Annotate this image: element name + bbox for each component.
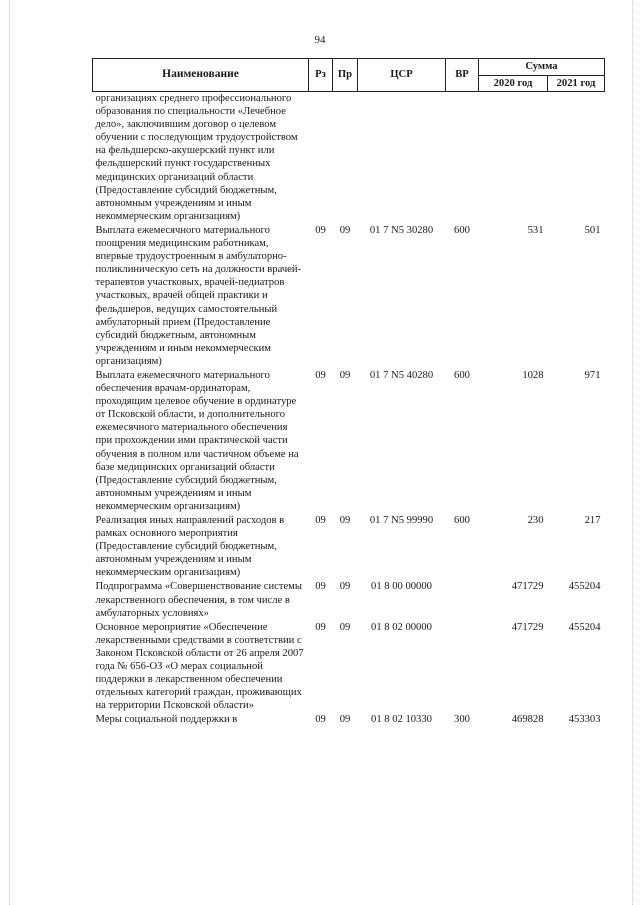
header-name: Наименование xyxy=(93,59,309,92)
row-name: Реализация иных направлений расходов в рамках основного мероприятия (Предоставление субсидий бюджетным, автономным учреждениям и иным некоммерческим организациям) xyxy=(95,515,285,579)
row-sum-2021: 455204 xyxy=(568,581,601,593)
row-pr: 09 xyxy=(339,515,351,526)
row-vr xyxy=(446,92,479,224)
row-sum-2020: 230 xyxy=(527,515,544,526)
row-pr: 09 xyxy=(339,621,351,633)
row-name: Меры социальной поддержки в xyxy=(95,714,238,726)
row-sum-2021: 971 xyxy=(584,369,601,381)
row-pr xyxy=(333,92,358,224)
row-name: Подпрограмма «Совершенствование системы лекарственного обеспечения, в том числе в амбулаторных условиях» xyxy=(95,581,302,619)
row-sum-2021: 453303 xyxy=(568,714,601,726)
row-vr xyxy=(446,580,479,620)
row-rz: 09 xyxy=(315,224,326,236)
table-row xyxy=(93,224,605,369)
row-pr: 09 xyxy=(339,714,351,726)
row-vr: 600 xyxy=(454,224,470,236)
header-vr: ВР xyxy=(446,59,479,92)
row-csr: 01 7 N5 40280 xyxy=(369,369,434,381)
table-row xyxy=(93,580,605,620)
row-sum-2021: 217 xyxy=(584,515,601,526)
row-csr: 01 7 N5 99990 xyxy=(369,515,434,526)
row-csr xyxy=(358,92,446,224)
row-csr: 01 8 02 10330 xyxy=(371,714,432,726)
row-sum-2021: 501 xyxy=(584,224,601,236)
header-pr: Пр xyxy=(333,59,358,92)
row-rz: 09 xyxy=(315,621,326,633)
row-name: Выплата ежемесячного материального поощрения медицинским работникам, впервые трудоустроенным в амбулаторно-поликлиническую сеть на должности врачей-терапевтов участковых, врачей-педиатров участковых, врачей общей практики и фельдшеров, ведущих самостоятельный амбулаторный прием (Предоставление субсидий бюджетным, автономным учреждениям и иным некоммерческим организациям) xyxy=(95,224,302,367)
row-rz: 09 xyxy=(315,714,326,726)
row-sum-2021: 455204 xyxy=(568,621,601,633)
table-row xyxy=(93,713,605,727)
row-sum-2020: 1028 xyxy=(522,369,544,381)
row-csr: 01 8 00 00000 xyxy=(371,581,432,593)
scan-left-edge xyxy=(9,0,10,905)
table-row xyxy=(93,621,605,714)
row-sum-2020: 469828 xyxy=(511,714,544,726)
row-name: Выплата ежемесячного материального обеспечения врачам-ординаторам, проходящим целевое обучение в ординатуре от Псковской области, и дополнительного ежемесячного материального обеспечения при прохождении ими практической части обучения в полном или частичном объеме на базе медицинских организаций области (Предоставление субсидий бюджетным, автономным учреждениям и иным некоммерческим организациям) xyxy=(95,369,299,512)
row-pr: 09 xyxy=(339,224,351,236)
page-number: 94 xyxy=(314,34,326,46)
header-year-2021: 2021 год xyxy=(548,75,605,92)
row-vr: 600 xyxy=(454,369,470,381)
row-rz: 09 xyxy=(315,369,326,381)
row-sum-2020 xyxy=(479,92,548,224)
row-sum-2020: 471729 xyxy=(511,621,544,633)
row-pr: 09 xyxy=(339,581,351,593)
row-sum-2020: 531 xyxy=(527,224,544,236)
table-body xyxy=(93,92,605,728)
row-sum-2021 xyxy=(548,92,605,224)
row-sum-2020: 471729 xyxy=(511,581,544,593)
header-year-2020: 2020 год xyxy=(479,75,548,92)
table-row xyxy=(93,369,605,514)
header-csr: ЦСР xyxy=(358,59,446,92)
header-sum: Сумма xyxy=(479,59,605,76)
row-vr xyxy=(446,621,479,714)
table-header xyxy=(93,59,605,92)
row-csr: 01 7 N5 30280 xyxy=(369,224,434,236)
scan-right-edge xyxy=(632,0,633,905)
budget-table xyxy=(92,58,605,728)
row-name: Основное мероприятие «Обеспечение лекарственными средствами в соответствии с Законом Псковской области от 26 апреля 2007 года № 656-ОЗ «О мерах социальной поддержки в лекарственном обеспечении отдельных категорий граждан, проживающих на территории Псковской области» xyxy=(95,621,304,712)
table-row xyxy=(93,92,605,224)
header-rz: Рз xyxy=(309,59,333,92)
row-vr: 600 xyxy=(454,515,470,526)
row-pr: 09 xyxy=(339,369,351,381)
row-rz: 09 xyxy=(315,581,326,593)
row-csr: 01 8 02 00000 xyxy=(371,621,432,633)
row-name: организациях среднего профессионального образования по специальности «Лечебное дело», заключившим договор о целевом обучении с последующим трудоустройством на фельдшерско-акушерский пункт или фельдшерский пункт государственных медицинских организаций области (Предоставление субсидий бюджетным, автономным учреждениям и иным некоммерческим организациям) xyxy=(95,93,298,222)
table-row xyxy=(93,514,605,580)
row-rz xyxy=(309,92,333,224)
row-rz: 09 xyxy=(315,515,326,526)
row-vr: 300 xyxy=(454,714,470,726)
